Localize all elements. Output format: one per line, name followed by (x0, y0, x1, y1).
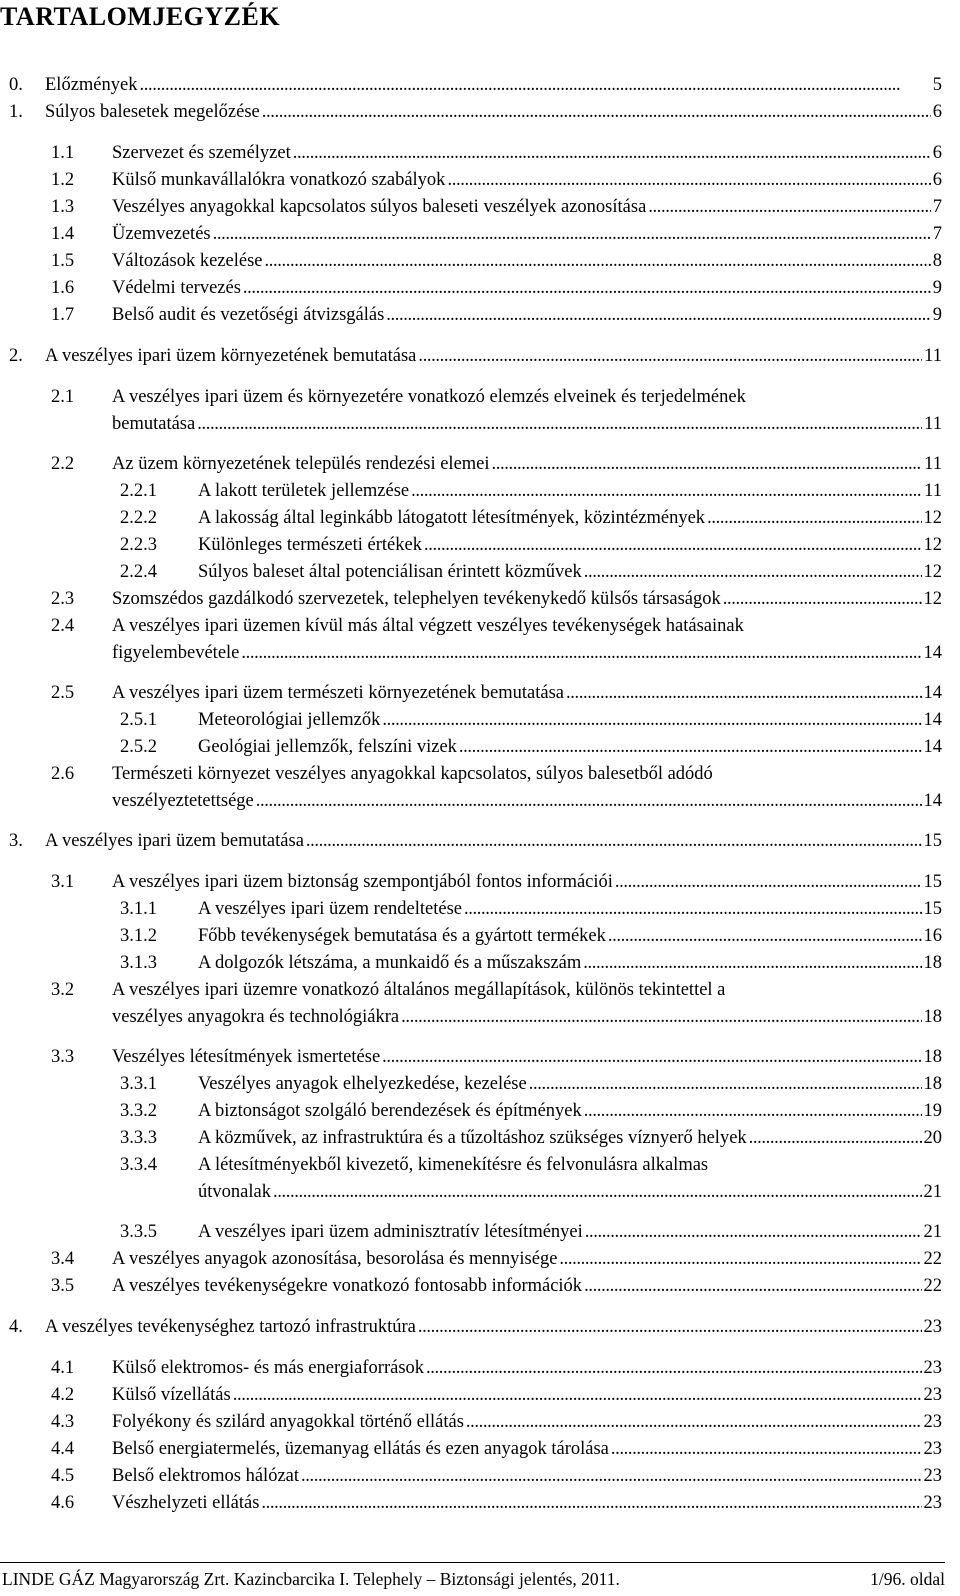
toc-entry-page: 12 (923, 562, 942, 582)
toc-entry-number: 1.6 (51, 278, 75, 298)
toc-leader-dots (529, 1073, 922, 1095)
page-footer (0, 1562, 945, 1590)
toc-entry-number: 2.2 (51, 454, 75, 474)
toc-leader-dots (306, 830, 922, 852)
toc-leader-dots (615, 871, 922, 893)
toc-entry-page: 15 (923, 899, 942, 919)
toc-entry-title: Külső elektromos- és más energiaforrások (112, 1358, 425, 1378)
toc-entry-title: A lakott területek jellemzése (198, 481, 410, 501)
toc-entry-number: 3.3.1 (120, 1074, 157, 1094)
toc-leader-dots (707, 507, 921, 529)
toc-leader-dots (256, 790, 922, 812)
toc-entry-title: Veszélyes létesítmények ismertetése (112, 1047, 381, 1067)
toc-entry-number: 3.5 (51, 1276, 75, 1296)
toc-entry-page: 11 (924, 414, 942, 434)
toc-entry-page: 12 (923, 589, 942, 609)
toc-entry-page: 22 (923, 1276, 942, 1296)
toc-entry[interactable] (120, 1100, 942, 1127)
toc-entry-page: 14 (923, 643, 942, 663)
toc-leader-dots (233, 1384, 922, 1406)
toc-leader-dots (241, 642, 921, 664)
toc-entry[interactable] (51, 615, 942, 669)
toc-entry-page: 5 (932, 75, 942, 95)
toc-entry-number: 2.5.2 (120, 737, 157, 757)
toc-leader-dots (492, 453, 923, 475)
toc-leader-dots (749, 1127, 922, 1149)
toc-entry-title: A veszélyes ipari üzem bemutatása (45, 831, 304, 851)
toc-entry[interactable] (51, 1384, 942, 1411)
toc-entry-page: 11 (924, 481, 942, 501)
toc-entry-page: 23 (923, 1412, 942, 1432)
toc-entry-number: 2.2.1 (120, 481, 157, 501)
toc-entry-title-continued: útvonalak (198, 1182, 271, 1202)
toc-entry[interactable] (51, 1492, 942, 1519)
toc-entry-page: 11 (924, 454, 942, 474)
toc-entry[interactable] (51, 277, 942, 304)
toc-entry-title-continued: bemutatása (112, 414, 196, 434)
toc-entry-page: 8 (932, 251, 942, 271)
toc-entry-number: 3.1 (51, 872, 75, 892)
toc-leader-dots (584, 561, 922, 583)
toc-leader-dots (213, 223, 931, 245)
toc-entry-page: 23 (923, 1439, 942, 1459)
toc-leader-dots (611, 1438, 922, 1460)
toc-entry-page: 23 (923, 1385, 942, 1405)
toc-entry-title: Változások kezelése (112, 251, 263, 271)
toc-entry[interactable] (51, 250, 942, 277)
toc-entry-page: 12 (923, 535, 942, 555)
toc-entry-number: 3.3 (51, 1047, 75, 1067)
toc-entry-number: 3.3.5 (120, 1222, 157, 1242)
toc-entry-title: A veszélyes ipari üzemen kívül más által végzett veszélyes tevékenységek hatásainak (112, 616, 744, 636)
toc-entry[interactable] (51, 386, 942, 440)
toc-entry-page: 15 (923, 872, 942, 892)
toc-entry[interactable] (9, 74, 942, 101)
toc-entry-number: 2.2.2 (120, 508, 157, 528)
toc-entry-title: A lakosság által leginkább látogatott létesítmények, közintézmények (198, 508, 706, 528)
toc-entry-number: 1.5 (51, 251, 75, 271)
toc-leader-dots (426, 1357, 921, 1379)
toc-entry[interactable] (51, 142, 942, 169)
toc-entry-number: 3.3.2 (120, 1101, 157, 1121)
toc-leader-dots (459, 736, 922, 758)
toc-leader-dots (608, 925, 922, 947)
toc-leader-dots (293, 142, 931, 164)
toc-entry-title: Geológiai jellemzők, felszíni vizek (198, 737, 457, 757)
toc-entry[interactable] (9, 101, 942, 128)
toc-entry-title: Külső vízellátás (112, 1385, 231, 1405)
toc-leader-dots (466, 1411, 922, 1433)
toc-entry-page: 23 (923, 1466, 942, 1486)
toc-leader-dots (262, 101, 931, 123)
toc-entry-number: 4.4 (51, 1439, 75, 1459)
toc-entry-number: 2.2.4 (120, 562, 157, 582)
toc-entry[interactable] (51, 763, 942, 817)
toc-entry-number: 1.7 (51, 305, 75, 325)
toc-entry-title: A veszélyes tevékenységekre vonatkozó fontosabb információk (112, 1276, 583, 1296)
toc-entry-page: 11 (924, 346, 942, 366)
toc-entry-page: 12 (923, 508, 942, 528)
toc-entry[interactable] (51, 1046, 942, 1073)
toc-leader-dots (418, 345, 922, 367)
toc-entry[interactable] (120, 480, 942, 507)
toc-entry-number: 3.1.3 (120, 953, 157, 973)
toc-entry[interactable] (120, 534, 942, 561)
toc-entry[interactable] (51, 196, 942, 223)
toc-leader-dots (265, 250, 931, 272)
toc-entry-number: 3.3.3 (120, 1128, 157, 1148)
toc-entry-number: 1.1 (51, 143, 75, 163)
toc-leader-dots (584, 1100, 922, 1122)
toc-leader-dots (301, 1465, 921, 1487)
toc-entry-title: A veszélyes ipari üzem rendeltetése (198, 899, 463, 919)
toc-entry-number: 2.4 (51, 616, 75, 636)
toc-entry-title: A veszélyes ipari üzem és környezetére vonatkozó elemzés elveinek és terjedelmének (112, 387, 746, 407)
toc-entry-page: 14 (923, 683, 942, 703)
toc-entry-page: 23 (923, 1358, 942, 1378)
toc-entry-number: 2.6 (51, 764, 75, 784)
toc-entry-page: 6 (932, 143, 942, 163)
toc-entry[interactable] (120, 952, 942, 979)
toc-leader-dots (566, 682, 921, 704)
toc-leader-dots (197, 413, 922, 435)
toc-leader-dots (139, 74, 930, 96)
toc-entry[interactable] (51, 1438, 942, 1465)
toc-entry-title: Belső elektromos hálózat (112, 1466, 300, 1486)
toc-entry-page: 21 (923, 1182, 942, 1202)
toc-entry-title: Az üzem környezetének település rendezési elemei (112, 454, 490, 474)
toc-entry[interactable] (51, 871, 942, 898)
toc-entry-title: A biztonságot szolgáló berendezések és építmények (198, 1101, 582, 1121)
toc-entry[interactable] (120, 561, 942, 588)
toc-entry[interactable] (51, 979, 942, 1033)
toc-entry-page: 7 (932, 197, 942, 217)
toc-entry-number: 4. (9, 1317, 23, 1337)
toc-entry-title-continued: veszélyeztetettsége (112, 791, 254, 811)
toc-entry-number: 4.1 (51, 1358, 75, 1378)
toc-entry-title: A dolgozók létszáma, a munkaidő és a műszakszám (198, 953, 582, 973)
toc-entry-page: 14 (923, 737, 942, 757)
toc-entry-number: 4.2 (51, 1385, 75, 1405)
toc-entry-title: Súlyos baleset által potenciálisan érintett közművek (198, 562, 582, 582)
toc-entry-number: 4.3 (51, 1412, 75, 1432)
toc-entry-title: Külső munkavállalókra vonatkozó szabályok (112, 170, 446, 190)
toc-entry[interactable] (51, 169, 942, 196)
toc-leader-dots (585, 1221, 922, 1243)
toc-entry-number: 1.4 (51, 224, 75, 244)
toc-entry[interactable] (120, 898, 942, 925)
toc-entry[interactable] (51, 588, 942, 615)
toc-entry-number: 1.2 (51, 170, 75, 190)
toc-entry-number: 3.4 (51, 1249, 75, 1269)
toc-entry-number: 2.1 (51, 387, 75, 407)
toc-leader-dots (723, 588, 922, 610)
toc-leader-dots (424, 534, 922, 556)
toc-entry[interactable] (51, 1275, 942, 1302)
toc-entry[interactable] (9, 1316, 942, 1343)
toc-entry[interactable] (120, 507, 942, 534)
toc-leader-dots (559, 1248, 921, 1270)
toc-leader-dots (583, 952, 921, 974)
toc-entry-title: Veszélyes anyagokkal kapcsolatos súlyos baleseti veszélyek azonosítása (112, 197, 647, 217)
toc-entry-title-continued: figyelembevétele (112, 643, 240, 663)
toc-entry-page: 18 (923, 1047, 942, 1067)
toc-entry-title: Főbb tevékenységek bemutatása és a gyártott termékek (198, 926, 606, 946)
toc-entry[interactable] (120, 925, 942, 952)
toc-entry-number: 0. (9, 75, 23, 95)
toc-entry-page: 22 (923, 1249, 942, 1269)
toc-leader-dots (401, 1006, 921, 1028)
toc-entry-page: 16 (923, 926, 942, 946)
toc-entry-title-continued: veszélyes anyagokra és technológiákra (112, 1007, 400, 1027)
toc-entry-number: 3.2 (51, 980, 75, 1000)
toc-entry[interactable] (120, 1154, 942, 1208)
toc-entry[interactable] (120, 1127, 942, 1154)
toc-entry-page: 23 (923, 1317, 942, 1337)
toc-entry-title: Meteorológiai jellemzők (198, 710, 381, 730)
toc-entry[interactable] (51, 1465, 942, 1492)
toc-entry-title: A közművek, az infrastruktúra és a tűzoltáshoz szükséges víznyerő helyek (198, 1128, 747, 1148)
toc-entry-page: 15 (923, 831, 942, 851)
toc-entry-number: 2.5 (51, 683, 75, 703)
toc-entry-title: Veszélyes anyagok elhelyezkedése, kezelése (198, 1074, 527, 1094)
toc-entry[interactable] (120, 1073, 942, 1100)
toc-entry-title: Szomszédos gazdálkodó szervezetek, telephelyen tevékenykedő külsős társaságok (112, 589, 721, 609)
toc-entry[interactable] (51, 1357, 942, 1384)
toc-entry-title: A veszélyes ipari üzemre vonatkozó általános megállapítások, különös tekintettel a (112, 980, 726, 1000)
toc-entry-number: 1.3 (51, 197, 75, 217)
toc-entry-title: Előzmények (45, 75, 138, 95)
toc-entry-title: A veszélyes anyagok azonosítása, besorolása és mennyisége (112, 1249, 558, 1269)
toc-leader-dots (418, 1316, 922, 1338)
toc-entry-page: 7 (932, 224, 942, 244)
toc-entry[interactable] (9, 830, 942, 857)
toc-entry-number: 2.2.3 (120, 535, 157, 555)
toc-entry-page: 18 (923, 1007, 942, 1027)
toc-entry-title: Különleges természeti értékek (198, 535, 422, 555)
toc-leader-dots (584, 1275, 921, 1297)
toc-entry[interactable] (51, 1411, 942, 1438)
toc-entry-number: 3. (9, 831, 23, 851)
toc-entry[interactable] (120, 709, 942, 736)
toc-entry-number: 3.1.1 (120, 899, 157, 919)
toc-entry-title: Súlyos balesetek megelőzése (45, 102, 260, 122)
toc-entry-number: 3.3.4 (120, 1155, 157, 1175)
toc-entry[interactable] (51, 1248, 942, 1275)
toc-entry-number: 2.5.1 (120, 710, 157, 730)
toc-entry-title: Üzemvezetés (112, 224, 211, 244)
toc-leader-dots (648, 196, 930, 218)
toc-entry[interactable] (51, 453, 942, 480)
toc-leader-dots (382, 1046, 921, 1068)
toc-entry-number: 4.5 (51, 1466, 75, 1486)
toc-entry-number: 1. (9, 102, 23, 122)
toc-entry-title: Belső energiatermelés, üzemanyag ellátás és ezen anyagok tárolása (112, 1439, 609, 1459)
toc-entry[interactable] (9, 345, 942, 372)
toc-entry-page: 9 (932, 305, 942, 325)
toc-entry-page: 19 (923, 1101, 942, 1121)
toc-leader-dots (447, 169, 930, 191)
toc-leader-dots (273, 1181, 922, 1203)
toc-entry-title: A veszélyes ipari üzem környezetének bemutatása (45, 346, 417, 366)
toc-entry-page: 6 (932, 170, 942, 190)
toc-entry-title: Vészhelyzeti ellátás (112, 1493, 260, 1513)
page-title: TARTALOMJEGYZÉK (0, 2, 281, 31)
footer-document-info: LINDE GÁZ Magyarország Zrt. Kazincbarcika I. Telephely – Biztonsági jelentés, 2011. (2, 1569, 620, 1589)
toc-entry[interactable] (120, 736, 942, 763)
toc-leader-dots (261, 1492, 921, 1514)
toc-leader-dots (411, 480, 922, 502)
toc-entry-title: Folyékony és szilárd anyagokkal történő ellátás (112, 1412, 464, 1432)
toc-entry-title: A veszélyes ipari üzem természeti környezetének bemutatása (112, 683, 565, 703)
toc-entry-page: 6 (932, 102, 942, 122)
toc-entry-title: Belső audit és vezetőségi átvizsgálás (112, 305, 385, 325)
footer-page-number: 1/96. oldal (870, 1569, 945, 1589)
toc-entry[interactable] (51, 682, 942, 709)
toc-entry-page: 20 (923, 1128, 942, 1148)
toc-entry-title: Szervezet és személyzet (112, 143, 291, 163)
toc-entry-number: 4.6 (51, 1493, 75, 1513)
toc-entry-title: A veszélyes ipari üzem biztonság szempontjából fontos információi (112, 872, 613, 892)
toc-entry[interactable] (51, 223, 942, 250)
toc-entry-page: 14 (923, 791, 942, 811)
toc-entry-page: 21 (923, 1222, 942, 1242)
toc-entry-title: Természeti környezet veszélyes anyagokkal kapcsolatos, súlyos balesetből adódó (112, 764, 713, 784)
toc-entry-page: 9 (932, 278, 942, 298)
toc-entry-number: 2.3 (51, 589, 75, 609)
toc-entry-page: 18 (923, 1074, 942, 1094)
toc-entry-page: 18 (923, 953, 942, 973)
toc-leader-dots (243, 277, 931, 299)
toc-leader-dots (386, 304, 930, 326)
toc-entry-title: A veszélyes tevékenységhez tartozó infrastruktúra (45, 1317, 416, 1337)
toc-leader-dots (464, 898, 921, 920)
toc-entry-title: A létesítményekből kivezető, kimenekítésre és felvonulásra alkalmas (198, 1155, 709, 1175)
toc-entry-page: 23 (923, 1493, 942, 1513)
toc-entry-page: 14 (923, 710, 942, 730)
toc-entry-title: A veszélyes ipari üzem adminisztratív létesítményei (198, 1222, 583, 1242)
toc-entry[interactable] (51, 304, 942, 331)
toc-leader-dots (382, 709, 921, 731)
toc-entry[interactable] (120, 1221, 942, 1248)
toc-entry-title: Védelmi tervezés (112, 278, 241, 298)
toc-entry-number: 2. (9, 346, 23, 366)
toc-entry-number: 3.1.2 (120, 926, 157, 946)
